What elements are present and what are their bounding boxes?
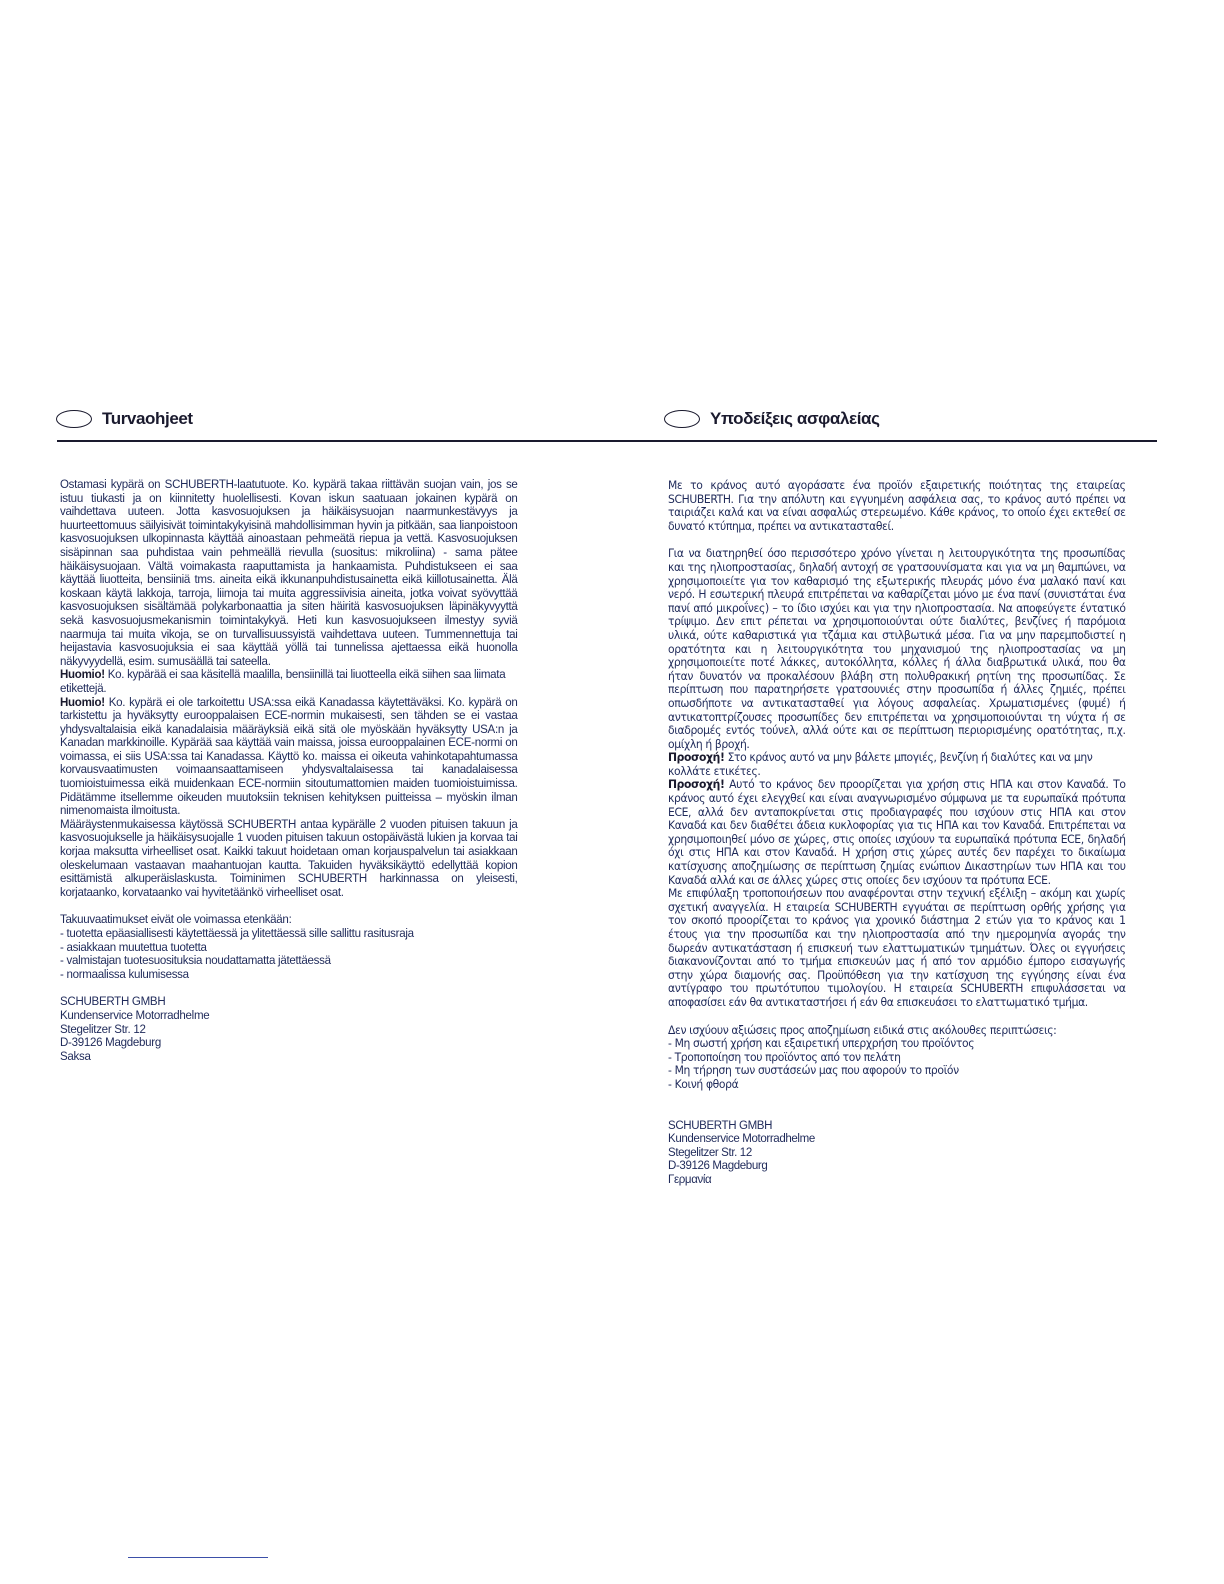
list-item: - normaalissa kulumisessa (60, 966, 189, 981)
note-label: Huomio! (60, 694, 105, 709)
finnish-intro-paragraph: Ostamasi kypärä on SCHUBERTH-laatutuote. Ko. kypärä takaa riittävän suojan vain, jos se istuu tiukasti ja on kiinnitetty huolellisesti. Kovan iskun saatuaan jokainen kypärä on vaihdettava uuteen. Jotta kasvosuojuksen ja häikäisysuojan naarmunkestävyys ja huurteettomuus säilyisivät toimintakykyisinä mahdollisimman hyvin ja pitkään, saa lianpoistoon kasvosuojuksen ulkopinnasta käyttää ainoastaan pehmeätä riepua ja vettä. Kasvosuojuksen sisäpinnan saa puhdistaa vain pehmeällä rievulla (suositus: mikroliina) - sama pätee häikäisysuojaan. Vältä voimakasta raaputtamista ja hankaamista. Puhdistukseen ei saa käyttää liuotteita, bensiiniä tms. aineita eikä ikkunanpuhdistusainetta eikä kiillotusainetta. Älä koskaan käytä lakkoja, tarroja, liimoja tai muita aggressiivisia aineita, jotka voivat syövyttää kasvosuojuksen sisältämää polykarbonaattia ja siten häiritä kasvosuojuksen läpinäkyvyyttä sekä kasvosuojusmekanismin toimintakykyä. Heti kun kasvosuojukseen ilmestyy syviä naarmuja tai muita vikoja, se on turvallisuussyistä vaihdettava uuteen. Tummennettuja tai heijastavia kasvosuojuksia ei saa käyttää yöllä tai tunnelissa ajettaessa eikä huonolla näkyvyydellä, esim. sumusäällä tai sateella. (60, 477, 518, 668)
address-line: Kundenservice Motorradhelme (668, 1131, 815, 1146)
list-item: - Τροποποίηση του προϊόντος από τον πελάτη (668, 1049, 901, 1064)
note-text: Ko. kypärä ei ole tarkoitettu USA:ssa eikä Kanadassa käytettäväksi. Ko. kypärä on tarkistettu ja hyväksytty eurooppalaisen ECE-normin mukaisesti, sen tähden se ei vastaa yhdysvaltalaisia eikä kanadalaisia määräyksiä eikä sitä ole myöskään hyväksytty USA:n ja Kanadan markkinoille. Kypärää saa käyttää vain maissa, joissa eurooppalainen ECE-normi on voimassa, ei siis USA:ssa tai Kanadassa. Käyttö ko. maissa ei oikeuta vahinkotapahtumassa korvausvaatimusten voimaansaattamiseen yhdysvaltalaisessa tai kanadalaisessa tuomioistuimessa eikä muidenkaan ECE-normiin sitoutumattomien maiden tuomioistuimissa. Pidätämme itsellemme oikeuden muutoksiin teknisen kehityksen puitteissa – myöskin ilman nimenomaista ilmoitusta. (60, 694, 518, 818)
list-item: - Μη σωστή χρήση και εξαιρετική υπερχρήση του προϊόντος (668, 1036, 975, 1051)
note-text: Στο κράνος αυτό να μην βάλετε μπογιές, βενζίνη ή διαλύτες και να μην κολλάτε ετικέτες. (668, 750, 1093, 778)
greek-column (668, 479, 1126, 1187)
finnish-warranty-paragraph: Määräystenmukaisessa käytössä SCHUBERTH antaa kypärälle 2 vuoden pituisen takuun ja kasvosuojukselle ja häikäisysuojalle 1 vuoden pituisen takuun ostopäivästä lukien ja korvaa tai korjaa maksutta virheelliset osat. Kaikki takuut hoidetaan oman korjauspalvelun tai asiakkaan oleskelumaan vastaavan maahantuojan kautta. Takuiden hyväksikäyttö edellyttää kopion esittämistä alkuperäislaskusta. Toiminimen SCHUBERTH harkinnassa on yleisesti, korjataanko, korvataanko vai hyvitetäänkö virheelliset osat. (60, 816, 518, 899)
note-text: Αυτό το κράνος δεν προορίζεται για χρήση στις ΗΠΑ και στον Καναδά. Το κράνος αυτό έχει ελεγχθεί και είναι αναγνωρισμένο σύμφωνα με τα ευρωπαϊκά πρότυπα ECE, αλλά δεν ανταποκρίνεται στις προδιαγραφές που ισχύουν στις ΗΠΑ και στον Καναδά και δεν διαθέτει άδεια κυκλοφορίας για τις ΗΠΑ και τον Καναδά. Επιτρέπεται να χρησιμοποιηθεί μόνο σε χώρες, στις οποίες ισχύουν τα ευρωπαϊκά πρότυπα ECE, δηλαδή όχι στις ΗΠΑ και στον Καναδά. Η χρήση στις χώρες αυτές δεν παρέχει το δικαίωμα κατίσχυσης αποζημίωσης σε περίπτωση ζημίας ενώπιον Δικαστηρίων των ΗΠΑ και του Καναδά αλλά και σε άλλες χώρες στις οποίες δεν ισχύουν τα πρότυπα ECE. (668, 777, 1126, 887)
greek-note-usa (668, 778, 1126, 887)
finnish-exclusions-list (60, 927, 518, 981)
address-line: SCHUBERTH GMBH (668, 1117, 773, 1132)
finnish-exclusions-intro: Takuuvaatimukset eivät ole voimassa etenkään: (60, 912, 292, 927)
address-line: D-39126 Magdeburg (668, 1158, 768, 1173)
list-item: - valmistajan tuotesuosituksia noudattamatta jätettäessä (60, 953, 331, 968)
note-label: Προσοχή! (668, 777, 725, 792)
greek-warranty-paragraph: Με επιφύλαξη τροποποιήσεων που αναφέρονται στην τεχνική εξέλιξη – ακόμη και χωρίς σχετική αναγγελία. Η εταιρεία SCHUBERTH εγγυάται σε περίπτωση ορθής χρήσης για τον σκοπό προορίζεται το κράνος για χρονικό διάστημα 2 ετών για το κράνος και 1 έτους για την προσωπίδα και την ηλιοπροστασία από την ημερομηνία αγοράς την δωρεάν αντικατάσταση ή επισκευή των ελαττωματικών τμημάτων. Όλες οι εγγυήσεις διακανονίζονται από το τμήμα επισκευών μας ή από τον αρμόδιο έμπορο εισαγωγής στην χώρα διαμονής σας. Προϋπόθεση για την κατίσχυση της εγγύησης είναι ένα αντίγραφο του πρωτότυπου τιμολογίου. Η εταιρεία SCHUBERTH επιφυλάσσεται να αποφασίσει εάν θα αντικαταστήσει ή εάν θα επισκευάσει το ελαττωματικό τμήμα. (668, 886, 1126, 1009)
greek-exclusions-intro: Δεν ισχύουν αξιώσεις προς αποζημίωση ειδικά στις ακόλουθες περιπτώσεις: (668, 1022, 1057, 1037)
address-line: Saksa (60, 1048, 91, 1063)
section-header-finnish (56, 404, 193, 434)
list-item: - Μη τήρηση των συστάσεών μας που αφορούν το προϊόν (668, 1063, 959, 1078)
greek-intro-paragraph: Με το κράνος αυτό αγοράσατε ένα προϊόν εξαιρετικής ποιότητας της εταιρείας SCHUBERTH. Για την απόλυτη και εγγυημένη ασφάλεια σας, το κράνος αυτό πρέπει να ταιριάζει καλά και να είναι ασφαλώς στερεωμένο. Κάθε κράνος, το οποίο έχει εκτεθεί σε δυνατό κτύπημα, πρέπει να αντικατασταθεί. (668, 478, 1126, 533)
section-title-greek: Υποδείξεις ασφαλείας (710, 409, 880, 428)
footer-line (128, 1557, 268, 1558)
language-oval-icon (56, 410, 92, 428)
note-label: Προσοχή! (668, 750, 725, 765)
greek-exclusions-list (668, 1037, 1126, 1091)
section-title-finnish: Turvaohjeet (102, 409, 193, 428)
language-oval-icon (664, 410, 700, 428)
address-line: Γερμανία (668, 1171, 712, 1186)
address-line: D-39126 Magdeburg (60, 1035, 161, 1050)
note-text: Ko. kypärää ei saa käsitellä maalilla, bensiinillä tai liuotteella eikä siihen saa liimata etikettejä. (60, 667, 506, 695)
finnish-note-usa (60, 696, 518, 818)
address-line: Kundenservice Motorradhelme (60, 1007, 210, 1022)
finnish-note-paint (60, 668, 518, 695)
greek-note-paint (668, 751, 1126, 778)
header-divider (57, 440, 1157, 442)
finnish-address-block (60, 995, 518, 1063)
list-item: - tuotetta epäasiallisesti käytettäessä ja ylitettäessä sille sallittu rasitusraja (60, 926, 414, 940)
address-line: SCHUBERTH GMBH (60, 994, 166, 1009)
greek-address-block (668, 1119, 1126, 1187)
greek-care-paragraph: Για να διατηρηθεί όσο περισσότερο χρόνο γίνεται η λειτουργικότητα της προσωπίδας και της ηλιοπροστασίας, δηλαδή αντοχή σε γρατσουνίσματα και για να μη θαμπώνει, να χρησιμοποιείτε για τον καθαρισμό της εξωτερικής πλευράς μόνο ένα μαλακό πανί και νερό. Η εσωτερική πλευρά επιτρέπεται να καθαρίζεται μόνο με ένα πανί (συνιστάται ένα πανί από μικροΐνες) – το ίδιο ισχύει και για την ηλιοπροστασία. Να αποφεύγετε έντατικό τρίψιμο. Δεν επιτ ρέπεται να χρησιμοποιούνται ούτε διαλύτες, βενζίνες ή παρόμοια υλικά, ούτε καθαριστικά για τζάμια και στιλβωτικά μέσα. Για να μην παρεμποδιστεί η ορατότητα και η λειτουργικότητα του μηχανισμού της ηλιοπροστασίας να μη χρησιμοποιείτε ποτέ λάκκες, αυτοκόλλητα, κόλλες ή άλλα διαβρωτικά υλικά, που θα ήταν δυνατόν να προκαλέσουν βλάβη στη πολυθρακική ρητίνη της προσωπίδας. Σε περίπτωση που παρατηρήσετε γρατσουνιές στην προσωπίδα ή άλλες ζημιές, πρέπει οπωσδήποτε να αντικατασταθεί για λόγους ασφαλείας. Χρωματισμένες (φυμέ) ή αντικατοπτρίζουσες προσωπίδες δεν επιτρέπεται να χρησιμοποιούνται τη νύχτα ή σε διαδρομές εντός τούνελ, αλλά ούτε και σε περίπτωση περιορισμένης ορατότητας, π.χ. ομίχλη ή βροχή. (668, 546, 1126, 751)
note-label: Huomio! (60, 667, 105, 682)
list-item: - asiakkaan muutettua tuotetta (60, 939, 207, 954)
address-line: Stegelitzer Str. 12 (60, 1021, 146, 1036)
address-line: Stegelitzer Str. 12 (668, 1144, 752, 1159)
list-item: - Κοινή φθορά (668, 1076, 739, 1091)
section-header-greek (664, 404, 880, 434)
finnish-column (60, 478, 518, 1063)
